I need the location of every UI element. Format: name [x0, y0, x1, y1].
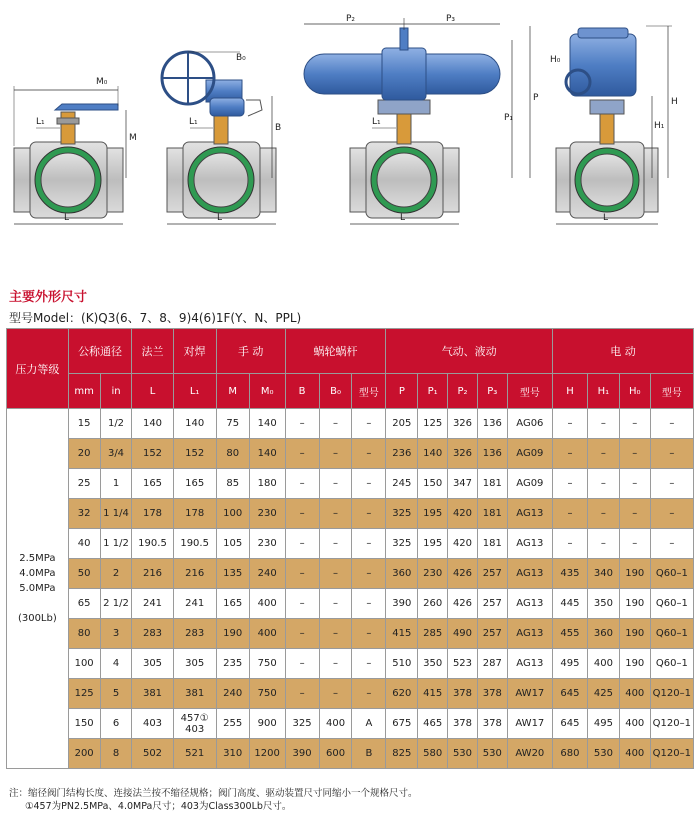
cell-mm: 100: [68, 649, 100, 679]
label-h1: H₁: [654, 121, 665, 131]
cell-b0: –: [319, 619, 352, 649]
header-pressure: 压力等级: [7, 329, 69, 409]
label-b: B: [275, 123, 282, 133]
cell-b0: –: [319, 439, 352, 469]
cell-h1: –: [587, 499, 619, 529]
label-p1: P₁: [504, 113, 514, 123]
cell-h1: 425: [587, 679, 619, 709]
cell-m0: 230: [249, 529, 285, 559]
table-row: [7, 679, 694, 709]
label-p3: P₃: [446, 14, 456, 24]
cell-h: –: [553, 499, 588, 529]
label-b0: B₀: [236, 53, 246, 63]
subheader-cell: L: [132, 374, 173, 409]
cell-l: 190.5: [132, 529, 173, 559]
cell-in: 6: [100, 709, 132, 739]
cell-h: –: [553, 529, 588, 559]
cell-l1: 165: [173, 469, 216, 499]
cell-l: 381: [132, 679, 173, 709]
cell-et: Q60–1: [650, 619, 693, 649]
cell-b0: –: [319, 529, 352, 559]
cell-p1: 195: [418, 529, 448, 559]
cell-m0: 230: [249, 499, 285, 529]
subheader-cell: H: [553, 374, 588, 409]
cell-p3: 257: [477, 589, 507, 619]
cell-l1: 178: [173, 499, 216, 529]
cell-p: 360: [386, 559, 418, 589]
header-worm: 蜗轮蜗杆: [285, 329, 386, 374]
cell-pt: AG09: [507, 439, 552, 469]
cell-p1: 415: [418, 679, 448, 709]
cell-h0: 400: [619, 739, 650, 769]
pressure-line: 2.5MPa: [19, 553, 56, 564]
cell-h1: 360: [587, 619, 619, 649]
cell-l1: 216: [173, 559, 216, 589]
cell-m0: 1200: [249, 739, 285, 769]
cell-p: 675: [386, 709, 418, 739]
cell-p2: 426: [448, 589, 478, 619]
cell-b0: –: [319, 649, 352, 679]
cell-p2: 530: [448, 739, 478, 769]
pressure-cell: [7, 409, 69, 769]
label-l: L: [64, 213, 70, 223]
pressure-line: 4.0MPa: [19, 568, 56, 579]
label-h0: H₀: [550, 55, 561, 65]
cell-l: 216: [132, 559, 173, 589]
cell-b0: 400: [319, 709, 352, 739]
table-row: [7, 529, 694, 559]
cell-wt: –: [352, 619, 386, 649]
subheader-cell: H₁: [587, 374, 619, 409]
cell-mm: 50: [68, 559, 100, 589]
cell-h: 645: [553, 709, 588, 739]
cell-mm: 125: [68, 679, 100, 709]
cell-in: 3: [100, 619, 132, 649]
cell-p2: 426: [448, 559, 478, 589]
cell-p3: 136: [477, 409, 507, 439]
label-l-elec: L: [603, 213, 609, 223]
header-nominal: 公称通径: [68, 329, 132, 374]
valve-worm-gear-drawing: [162, 52, 281, 224]
cell-l: 283: [132, 619, 173, 649]
subheader-cell: P: [386, 374, 418, 409]
cell-l1: 381: [173, 679, 216, 709]
cell-wt: A: [352, 709, 386, 739]
cell-et: Q120–1: [650, 709, 693, 739]
cell-h0: 190: [619, 589, 650, 619]
table-row: [7, 709, 694, 739]
cell-p3: 378: [477, 709, 507, 739]
cell-m0: 140: [249, 439, 285, 469]
cell-p2: 347: [448, 469, 478, 499]
cell-h1: 340: [587, 559, 619, 589]
cell-pt: AG13: [507, 559, 552, 589]
cell-p: 245: [386, 469, 418, 499]
subheader-cell: 型号: [650, 374, 693, 409]
notes: [9, 787, 418, 813]
cell-h: 645: [553, 679, 588, 709]
cell-h0: –: [619, 409, 650, 439]
cell-p1: 285: [418, 619, 448, 649]
subheader-cell: M₀: [249, 374, 285, 409]
cell-p1: 140: [418, 439, 448, 469]
cell-b: –: [285, 559, 319, 589]
valve-manual-drawing: [14, 77, 137, 224]
cell-b: –: [285, 589, 319, 619]
label-l1-worm: L₁: [189, 117, 198, 127]
cell-pt: AG13: [507, 589, 552, 619]
note-2: ①457为PN2.5MPa、4.0MPa尺寸；403为Class300Lb尺寸。: [25, 801, 292, 812]
table-row: [7, 499, 694, 529]
cell-in: 3/4: [100, 439, 132, 469]
cell-mm: 65: [68, 589, 100, 619]
cell-mm: 150: [68, 709, 100, 739]
cell-in: 1: [100, 469, 132, 499]
note-1: 注：缩径阀门结构长度、连接法兰按不缩径规格；阀门高度、驱动装置尺寸同缩小一个规格尺寸。: [9, 788, 418, 799]
cell-b: –: [285, 469, 319, 499]
cell-h0: –: [619, 529, 650, 559]
cell-h1: 530: [587, 739, 619, 769]
cell-p3: 257: [477, 559, 507, 589]
cell-et: –: [650, 439, 693, 469]
table-row: [7, 649, 694, 679]
cell-h: 680: [553, 739, 588, 769]
header-weld: 对焊: [173, 329, 216, 374]
dimension-table: [6, 328, 694, 769]
cell-l1: 457① 403: [173, 709, 216, 739]
cell-h0: –: [619, 499, 650, 529]
pressure-line: 5.0MPa: [19, 583, 56, 594]
cell-m0: 180: [249, 469, 285, 499]
cell-p2: 420: [448, 529, 478, 559]
cell-b0: 600: [319, 739, 352, 769]
cell-in: 5: [100, 679, 132, 709]
cell-wt: B: [352, 739, 386, 769]
cell-b: –: [285, 499, 319, 529]
cell-mm: 15: [68, 409, 100, 439]
cell-p1: 580: [418, 739, 448, 769]
cell-b0: –: [319, 679, 352, 709]
cell-h: 435: [553, 559, 588, 589]
cell-l: 305: [132, 649, 173, 679]
subheader-cell: mm: [68, 374, 100, 409]
cell-p1: 125: [418, 409, 448, 439]
cell-h0: –: [619, 439, 650, 469]
cell-h0: 400: [619, 709, 650, 739]
cell-et: Q120–1: [650, 679, 693, 709]
cell-p2: 326: [448, 409, 478, 439]
cell-m: 235: [216, 649, 249, 679]
cell-et: –: [650, 529, 693, 559]
table-body: [7, 409, 694, 769]
cell-in: 1 1/4: [100, 499, 132, 529]
cell-l1: 521: [173, 739, 216, 769]
subheader-cell: B: [285, 374, 319, 409]
cell-in: 8: [100, 739, 132, 769]
cell-p: 825: [386, 739, 418, 769]
cell-h1: 350: [587, 589, 619, 619]
table-row: [7, 439, 694, 469]
pressure-line: [7, 596, 68, 611]
cell-m: 165: [216, 589, 249, 619]
cell-p2: 523: [448, 649, 478, 679]
cell-m: 255: [216, 709, 249, 739]
cell-l1: 152: [173, 439, 216, 469]
cell-h1: 400: [587, 649, 619, 679]
cell-m0: 400: [249, 589, 285, 619]
cell-h0: 190: [619, 559, 650, 589]
label-p2: P₂: [346, 14, 356, 24]
label-l1: L₁: [36, 117, 45, 127]
subheader-cell: M: [216, 374, 249, 409]
cell-h0: 190: [619, 649, 650, 679]
cell-mm: 20: [68, 439, 100, 469]
header-electric: 电 动: [553, 329, 694, 374]
label-p: P: [533, 93, 539, 103]
cell-l1: 283: [173, 619, 216, 649]
cell-m0: 140: [249, 409, 285, 439]
cell-pt: AG09: [507, 469, 552, 499]
section-title: 主要外形尺寸: [9, 290, 88, 305]
header-manual: 手 动: [216, 329, 285, 374]
cell-l: 165: [132, 469, 173, 499]
subheader-cell: B₀: [319, 374, 352, 409]
cell-mm: 25: [68, 469, 100, 499]
cell-wt: –: [352, 499, 386, 529]
table-row: [7, 739, 694, 769]
cell-pt: AG13: [507, 619, 552, 649]
cell-p2: 420: [448, 499, 478, 529]
cell-p1: 465: [418, 709, 448, 739]
cell-b: –: [285, 439, 319, 469]
cell-et: Q60–1: [650, 589, 693, 619]
cell-b0: –: [319, 559, 352, 589]
cell-p3: 181: [477, 469, 507, 499]
cell-p2: 378: [448, 709, 478, 739]
cell-pt: AW17: [507, 679, 552, 709]
cell-b0: –: [319, 469, 352, 499]
subheader-cell: 型号: [507, 374, 552, 409]
cell-p1: 260: [418, 589, 448, 619]
cell-m0: 750: [249, 649, 285, 679]
valve-pneumatic-drawing: [304, 14, 539, 224]
cell-p3: 181: [477, 529, 507, 559]
label-l1-pneu: L₁: [372, 117, 381, 127]
cell-p: 510: [386, 649, 418, 679]
cell-m: 310: [216, 739, 249, 769]
cell-m: 105: [216, 529, 249, 559]
label-m0: M₀: [96, 77, 108, 87]
cell-p1: 230: [418, 559, 448, 589]
pressure-line: (300Lb): [17, 613, 57, 624]
cell-m: 75: [216, 409, 249, 439]
cell-in: 4: [100, 649, 132, 679]
cell-m0: 750: [249, 679, 285, 709]
cell-mm: 200: [68, 739, 100, 769]
cell-m: 240: [216, 679, 249, 709]
cell-et: –: [650, 499, 693, 529]
cell-p: 325: [386, 499, 418, 529]
subheader-cell: P₃: [477, 374, 507, 409]
cell-wt: –: [352, 439, 386, 469]
cell-m: 100: [216, 499, 249, 529]
cell-p: 325: [386, 529, 418, 559]
cell-h: 495: [553, 649, 588, 679]
cell-p2: 326: [448, 439, 478, 469]
cell-l1: 305: [173, 649, 216, 679]
cell-pt: AG13: [507, 499, 552, 529]
cell-h1: –: [587, 469, 619, 499]
label-h: H: [671, 97, 678, 107]
cell-l: 241: [132, 589, 173, 619]
subheader-cell: 型号: [352, 374, 386, 409]
cell-m: 135: [216, 559, 249, 589]
cell-et: Q60–1: [650, 649, 693, 679]
cell-b: –: [285, 409, 319, 439]
model-line: 型号Model：(K)Q3(6、7、8、9)4(6)1F(Y、N、PPL): [9, 311, 302, 325]
cell-b: 390: [285, 739, 319, 769]
cell-h1: –: [587, 409, 619, 439]
cell-p: 415: [386, 619, 418, 649]
table-row: [7, 619, 694, 649]
cell-h: 455: [553, 619, 588, 649]
cell-pt: AG13: [507, 529, 552, 559]
cell-h: –: [553, 409, 588, 439]
cell-m0: 240: [249, 559, 285, 589]
cell-in: 2: [100, 559, 132, 589]
subheader-cell: L₁: [173, 374, 216, 409]
cell-wt: –: [352, 679, 386, 709]
valve-drawings: [0, 0, 700, 270]
cell-pt: AW20: [507, 739, 552, 769]
cell-h: –: [553, 469, 588, 499]
cell-m: 190: [216, 619, 249, 649]
cell-m0: 400: [249, 619, 285, 649]
cell-pt: AG13: [507, 649, 552, 679]
cell-h0: 400: [619, 679, 650, 709]
subheader-cell: in: [100, 374, 132, 409]
cell-b0: –: [319, 589, 352, 619]
cell-wt: –: [352, 649, 386, 679]
subheader-cell: P₁: [418, 374, 448, 409]
table-row: [7, 589, 694, 619]
cell-h: 445: [553, 589, 588, 619]
cell-wt: –: [352, 589, 386, 619]
subheader-cell: H₀: [619, 374, 650, 409]
header-flange: 法兰: [132, 329, 173, 374]
table-row: [7, 409, 694, 439]
cell-l: 140: [132, 409, 173, 439]
cell-h0: 190: [619, 619, 650, 649]
cell-p3: 530: [477, 739, 507, 769]
cell-m0: 900: [249, 709, 285, 739]
cell-p2: 490: [448, 619, 478, 649]
cell-l: 152: [132, 439, 173, 469]
cell-in: 2 1/2: [100, 589, 132, 619]
cell-pt: AG06: [507, 409, 552, 439]
subheader-cell: P₂: [448, 374, 478, 409]
cell-in: 1/2: [100, 409, 132, 439]
cell-h: –: [553, 439, 588, 469]
cell-b: 325: [285, 709, 319, 739]
cell-mm: 40: [68, 529, 100, 559]
cell-b0: –: [319, 499, 352, 529]
cell-b0: –: [319, 409, 352, 439]
cell-l: 403: [132, 709, 173, 739]
cell-mm: 32: [68, 499, 100, 529]
cell-m: 85: [216, 469, 249, 499]
cell-mm: 80: [68, 619, 100, 649]
cell-p3: 378: [477, 679, 507, 709]
table-row: [7, 559, 694, 589]
cell-wt: –: [352, 469, 386, 499]
cell-wt: –: [352, 529, 386, 559]
cell-m: 80: [216, 439, 249, 469]
cell-p1: 195: [418, 499, 448, 529]
label-l-worm: L: [217, 213, 223, 223]
cell-h0: –: [619, 469, 650, 499]
label-l-pneu: L: [400, 213, 406, 223]
cell-b: –: [285, 679, 319, 709]
label-m: M: [129, 133, 137, 143]
cell-b: –: [285, 619, 319, 649]
cell-l1: 140: [173, 409, 216, 439]
cell-p2: 378: [448, 679, 478, 709]
cell-pt: AW17: [507, 709, 552, 739]
cell-p: 205: [386, 409, 418, 439]
cell-h1: 495: [587, 709, 619, 739]
cell-p3: 181: [477, 499, 507, 529]
cell-l: 502: [132, 739, 173, 769]
cell-et: –: [650, 469, 693, 499]
cell-p1: 150: [418, 469, 448, 499]
cell-l1: 241: [173, 589, 216, 619]
cell-p3: 136: [477, 439, 507, 469]
cell-et: –: [650, 409, 693, 439]
cell-l: 178: [132, 499, 173, 529]
cell-h1: –: [587, 439, 619, 469]
valve-electric-drawing: [550, 26, 678, 224]
cell-wt: –: [352, 559, 386, 589]
cell-h1: –: [587, 529, 619, 559]
cell-p1: 350: [418, 649, 448, 679]
cell-b: –: [285, 649, 319, 679]
cell-et: Q120–1: [650, 739, 693, 769]
cell-b: –: [285, 529, 319, 559]
header-pneumatic: 气动、液动: [386, 329, 553, 374]
cell-in: 1 1/2: [100, 529, 132, 559]
cell-p: 236: [386, 439, 418, 469]
table-row: [7, 469, 694, 499]
cell-p3: 287: [477, 649, 507, 679]
cell-p: 390: [386, 589, 418, 619]
cell-wt: –: [352, 409, 386, 439]
cell-p: 620: [386, 679, 418, 709]
subheader-row: [7, 374, 694, 409]
cell-et: Q60–1: [650, 559, 693, 589]
cell-l1: 190.5: [173, 529, 216, 559]
cell-p3: 257: [477, 619, 507, 649]
